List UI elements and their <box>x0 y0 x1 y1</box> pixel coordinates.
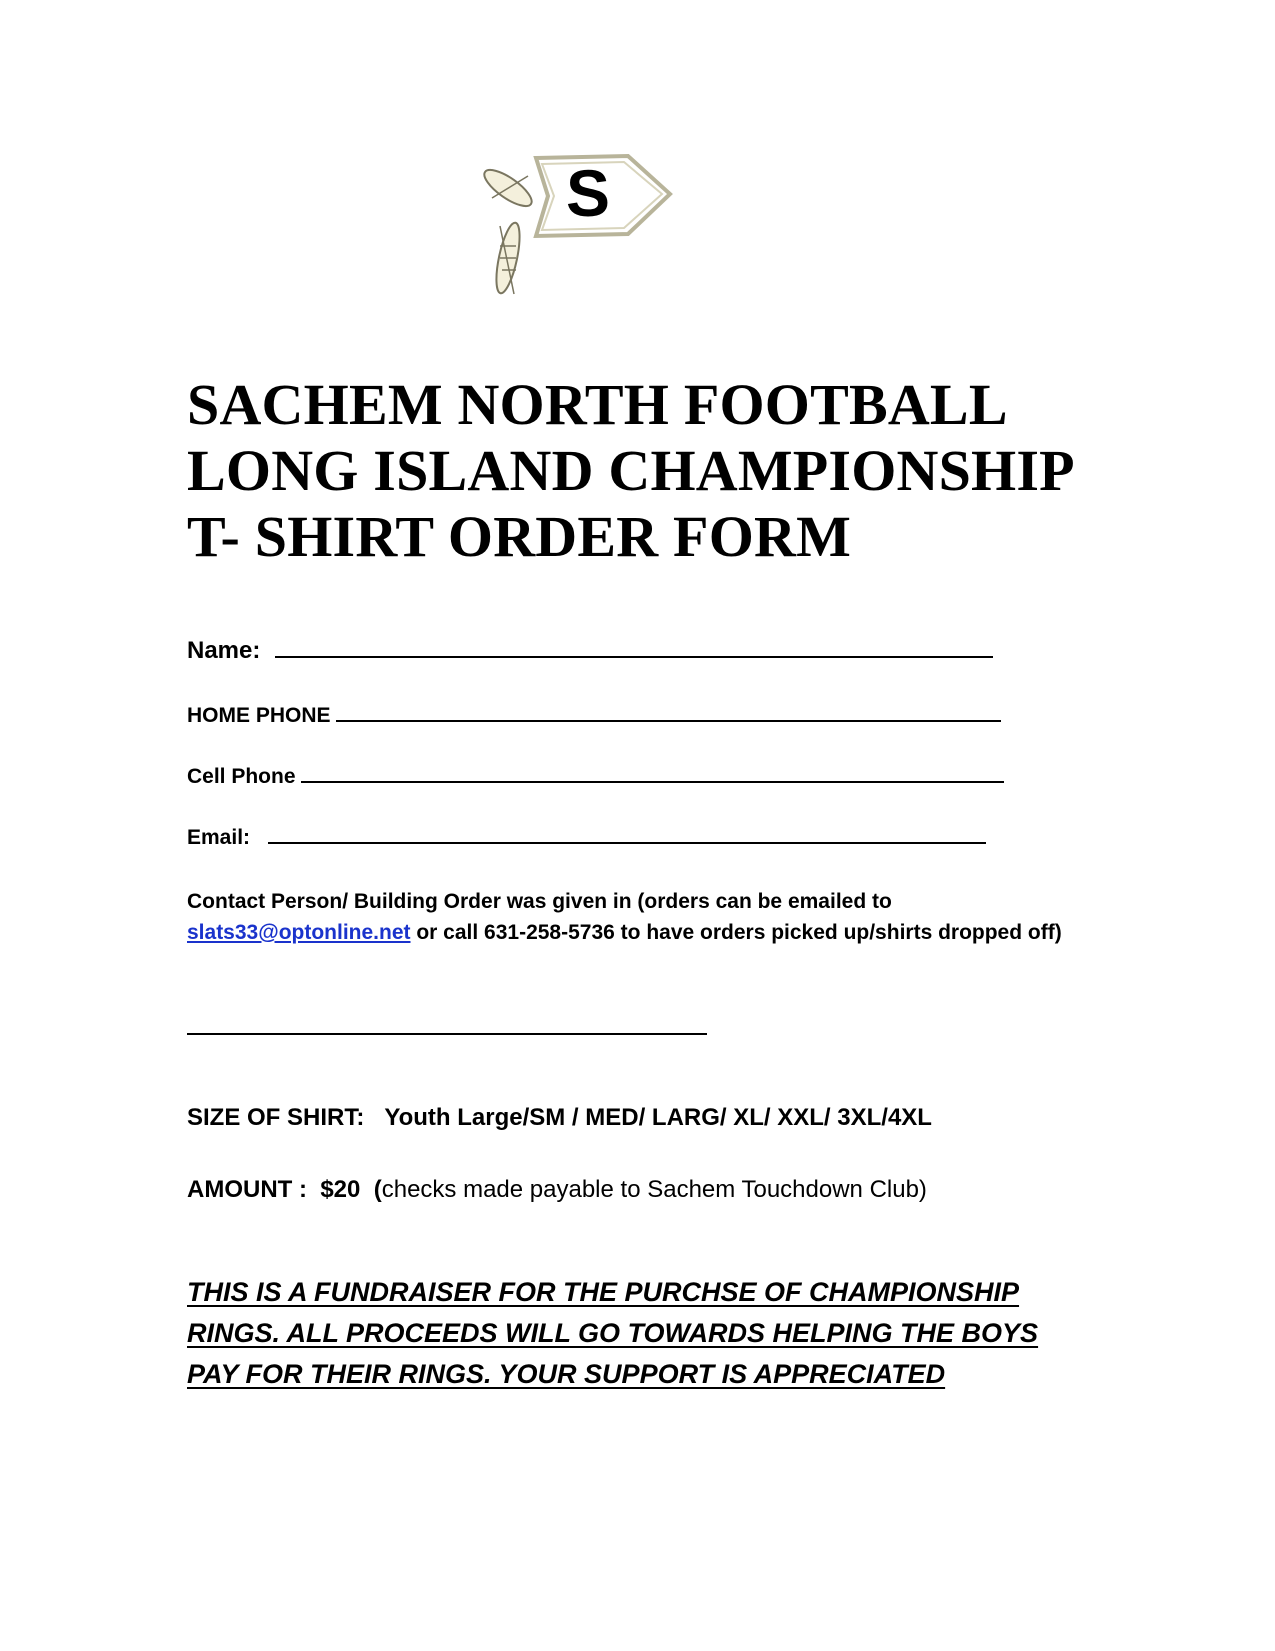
amount-price: $20 <box>320 1176 361 1203</box>
title-line-3: T- SHIRT ORDER FORM <box>187 504 852 569</box>
cell-phone-label: Cell Phone <box>187 765 296 788</box>
contact-email-link[interactable]: slats33@optonline.net <box>187 921 411 944</box>
contact-text-after: or call 631-258-5736 to have orders picked up/shirts dropped off) <box>410 921 1062 944</box>
shirt-size-line <box>187 1104 932 1132</box>
cell-phone-field <box>187 765 1004 789</box>
sachem-logo <box>478 146 688 306</box>
amount-line <box>187 1176 927 1204</box>
fundraiser-text: THIS IS A FUNDRAISER FOR THE PURCHSE OF CHAMPIONSHIP RINGS. ALL PROCEEDS WILL GO TOWARDS HELPING THE BOYS PAY FOR THEIR RINGS. YOUR SUPPORT IS APPRECIATED <box>187 1277 1039 1389</box>
contact-text-before: Contact Person/ Building Order was given in (orders can be emailed to <box>187 890 892 913</box>
contact-blank-line[interactable] <box>187 1033 707 1035</box>
amount-note-open: ( <box>373 1176 382 1203</box>
name-label: Name: <box>187 637 261 664</box>
email-label: Email: <box>187 826 251 849</box>
home-phone-blank-line[interactable] <box>336 719 1001 722</box>
amount-note: checks made payable to Sachem Touchdown Club) <box>381 1176 927 1203</box>
cell-phone-blank-line[interactable] <box>301 780 1004 783</box>
name-field <box>187 637 993 665</box>
logo-letter: S <box>565 156 611 230</box>
page-title <box>187 372 1075 570</box>
title-line-2: LONG ISLAND CHAMPIONSHIP <box>187 438 1075 503</box>
arrowhead-logo-icon <box>478 146 688 306</box>
fundraiser-notice <box>187 1272 1087 1395</box>
title-line-1: SACHEM NORTH FOOTBALL <box>187 372 1008 437</box>
size-label: SIZE OF SHIRT: <box>187 1104 365 1131</box>
amount-label: AMOUNT : <box>187 1176 307 1203</box>
name-blank-line[interactable] <box>275 655 993 658</box>
email-blank-line[interactable] <box>268 841 986 844</box>
size-options: Youth Large/SM / MED/ LARG/ XL/ XXL/ 3XL/4XL <box>384 1104 932 1131</box>
home-phone-label: HOME PHONE <box>187 704 331 727</box>
home-phone-field <box>187 704 1001 728</box>
email-field <box>187 826 986 850</box>
contact-instructions <box>187 886 1087 948</box>
